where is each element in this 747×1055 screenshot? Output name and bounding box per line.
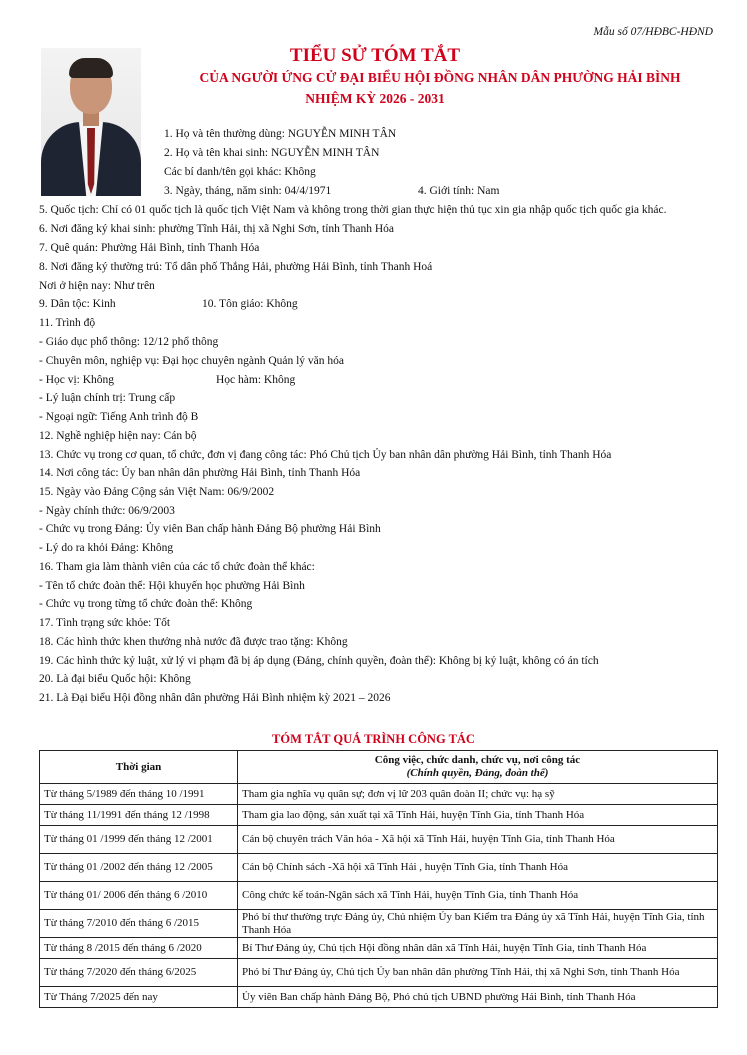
job-cell: Ủy viên Ban chấp hành Đảng Bộ, Phó chủ tịch UBND phường Hải Bình, tỉnh Thanh Hóa	[238, 987, 718, 1008]
current-position: 13. Chức vụ trong cơ quan, tổ chức, đơn vị đang công tác: Phó Chủ tịch Ủy ban nhân dân phường Hải Bình, tỉnh Thanh Hóa	[39, 449, 612, 461]
table-row	[40, 826, 718, 854]
table-header-row	[40, 751, 718, 784]
organization-position: - Chức vụ trong từng tổ chức đoàn thể: Không	[39, 598, 253, 610]
gender: 4. Giới tính: Nam	[418, 185, 500, 197]
form-number: Mẫu số 07/HĐBC-HĐND	[593, 26, 713, 38]
awards: 18. Các hình thức khen thưởng nhà nước đã được trao tặng: Không	[39, 636, 348, 648]
job-cell: Cán bộ chuyên trách Văn hóa - Xã hội xã Tĩnh Hải, huyện Tĩnh Gia, tỉnh Thanh Hóa	[238, 826, 718, 854]
table-row	[40, 882, 718, 910]
job-cell: Cán bộ Chính sách -Xã hội xã Tĩnh Hải , huyện Tĩnh Gia, tỉnh Thanh Hóa	[238, 854, 718, 882]
column-header-job-label: Công việc, chức danh, chức vụ, nơi công tác	[374, 754, 581, 766]
political-theory: - Lý luận chính trị: Trung cấp	[39, 392, 176, 404]
party-position: - Chức vụ trong Đảng: Ủy viên Ban chấp hành Đảng Bộ phường Hải Bình	[39, 523, 381, 535]
ethnicity: 9. Dân tộc: Kinh	[39, 298, 116, 310]
table-row	[40, 987, 718, 1008]
table-row	[40, 784, 718, 805]
common-name: 1. Họ và tên thường dùng: NGUYỄN MINH TÂN	[164, 128, 397, 140]
education-heading: 11. Trình độ	[39, 317, 96, 329]
academic-degree: - Học vị: Không	[39, 374, 115, 386]
religion: 10. Tôn giáo: Không	[202, 298, 298, 310]
current-residence: Nơi ở hiện nay: Như trên	[39, 280, 155, 292]
work-history-title: TÓM TẮT QUÁ TRÌNH CÔNG TÁC	[272, 732, 475, 746]
column-header-job-sub: (Chính quyền, Đảng, đoàn thể)	[406, 767, 549, 779]
document-title: TIỂU SỬ TÓM TẮT	[289, 45, 461, 66]
party-leave-reason: - Lý do ra khỏi Đảng: Không	[39, 542, 174, 554]
job-cell: Tham gia nghĩa vụ quân sự; đơn vị lữ 203 quân đoàn II; chức vụ: hạ sỹ	[238, 784, 718, 805]
time-cell: Từ tháng 01 /1999 đến tháng 12 /2001	[40, 826, 238, 854]
time-cell: Từ tháng 7/2010 đến tháng 6 /2015	[40, 910, 238, 938]
job-cell: Tham gia lao động, sản xuất tại xã Tĩnh Hải, huyện Tĩnh Gia, tỉnh Thanh Hóa	[238, 805, 718, 826]
table-row	[40, 805, 718, 826]
job-cell: Phó bí Thư Đảng ủy, Chủ tịch Ủy ban nhân dân phường Tĩnh Hải, thị xã Nghi Sơn, tỉnh Thanh Hóa	[238, 959, 718, 987]
permanent-residence: 8. Nơi đăng ký thường trú: Tổ dân phố Thắng Hải, phường Hải Bình, tỉnh Thanh Hoá	[39, 261, 433, 273]
time-cell: Từ tháng 11/1991 đến tháng 12 /1998	[40, 805, 238, 826]
time-cell: Từ tháng 01/ 2006 đến tháng 6 /2010	[40, 882, 238, 910]
time-cell: Từ tháng 7/2020 đến tháng 6/2025	[40, 959, 238, 987]
column-header-job	[238, 751, 718, 784]
academic-title: Học hàm: Không	[216, 374, 296, 386]
job-cell: Phó bí thư thường trực Đảng ủy, Chủ nhiệm Ủy ban Kiểm tra Đảng ủy xã Tĩnh Hải, huyện Tĩnh Gia, tỉnh Thanh Hóa	[238, 910, 718, 938]
table-row	[40, 910, 718, 938]
organizations-heading: 16. Tham gia làm thành viên của các tổ chức đoàn thể khác:	[39, 561, 315, 573]
time-cell: Từ tháng 8 /2015 đến tháng 6 /2020	[40, 938, 238, 959]
general-education: - Giáo dục phổ thông: 12/12 phổ thông	[39, 336, 219, 348]
nationality: 5. Quốc tịch: Chỉ có 01 quốc tịch là quốc tịch Việt Nam và không trong thời gian thực hiện thủ tục xin gia nhập quốc tịch quốc gia khác.	[39, 204, 667, 216]
job-cell: Bí Thư Đảng ủy, Chủ tịch Hội đồng nhân dân xã Tĩnh Hải, huyện Tĩnh Gia, tỉnh Thanh Hóa	[238, 938, 718, 959]
organization-name: - Tên tổ chức đoàn thể: Hội khuyến học phường Hải Bình	[39, 580, 305, 592]
date-of-birth: 3. Ngày, tháng, năm sinh: 04/4/1971	[164, 185, 332, 197]
column-header-time: Thời gian	[40, 751, 238, 784]
council-deputy: 21. Là Đại biểu Hội đồng nhân dân phường Hải Bình nhiệm kỳ 2021 – 2026	[39, 692, 391, 704]
disciplinary-record: 19. Các hình thức kỷ luật, xử lý vi phạm đã bị áp dụng (Đảng, chính quyền, đoàn thể): Không bị kỷ luật, không có án tích	[39, 655, 599, 667]
party-official-date: - Ngày chính thức: 06/9/2003	[39, 505, 175, 517]
health-status: 17. Tình trạng sức khỏe: Tốt	[39, 617, 171, 629]
table-row	[40, 938, 718, 959]
birth-name: 2. Họ và tên khai sinh: NGUYỄN MINH TÂN	[164, 147, 380, 159]
specialization: - Chuyên môn, nghiệp vụ: Đại học chuyên ngành Quản lý văn hóa	[39, 355, 345, 367]
candidate-photo	[41, 48, 141, 196]
table-row	[40, 959, 718, 987]
occupation: 12. Nghề nghiệp hiện nay: Cán bộ	[39, 430, 197, 442]
job-cell: Công chức kế toán-Ngân sách xã Tĩnh Hải, huyện Tĩnh Gia, tỉnh Thanh Hóa	[238, 882, 718, 910]
workplace: 14. Nơi công tác: Ủy ban nhân dân phường Hải Bình, tỉnh Thanh Hóa	[39, 467, 361, 479]
time-cell: Từ tháng 5/1989 đến tháng 10 /1991	[40, 784, 238, 805]
document-subtitle: CỦA NGƯỜI ỨNG CỬ ĐẠI BIỂU HỘI ĐỒNG NHÂN DÂN PHƯỜNG HẢI BÌNH	[199, 70, 681, 85]
hometown: 7. Quê quán: Phường Hải Bình, tỉnh Thanh Hóa	[39, 242, 260, 254]
table-row	[40, 854, 718, 882]
foreign-language: - Ngoại ngữ: Tiếng Anh trình độ B	[39, 411, 199, 423]
aliases: Các bí danh/tên gọi khác: Không	[164, 166, 316, 178]
national-assembly-deputy: 20. Là đại biểu Quốc hội: Không	[39, 673, 191, 685]
term-title: NHIỆM KỲ 2026 - 2031	[305, 91, 445, 106]
time-cell: Từ tháng 01 /2002 đến tháng 12 /2005	[40, 854, 238, 882]
work-history-table	[39, 750, 718, 1008]
party-join-date: 15. Ngày vào Đảng Cộng sản Việt Nam: 06/9/2002	[39, 486, 275, 498]
time-cell: Từ Tháng 7/2025 đến nay	[40, 987, 238, 1008]
birth-registration: 6. Nơi đăng ký khai sinh: phường Tĩnh Hải, thị xã Nghi Sơn, tỉnh Thanh Hóa	[39, 223, 394, 235]
